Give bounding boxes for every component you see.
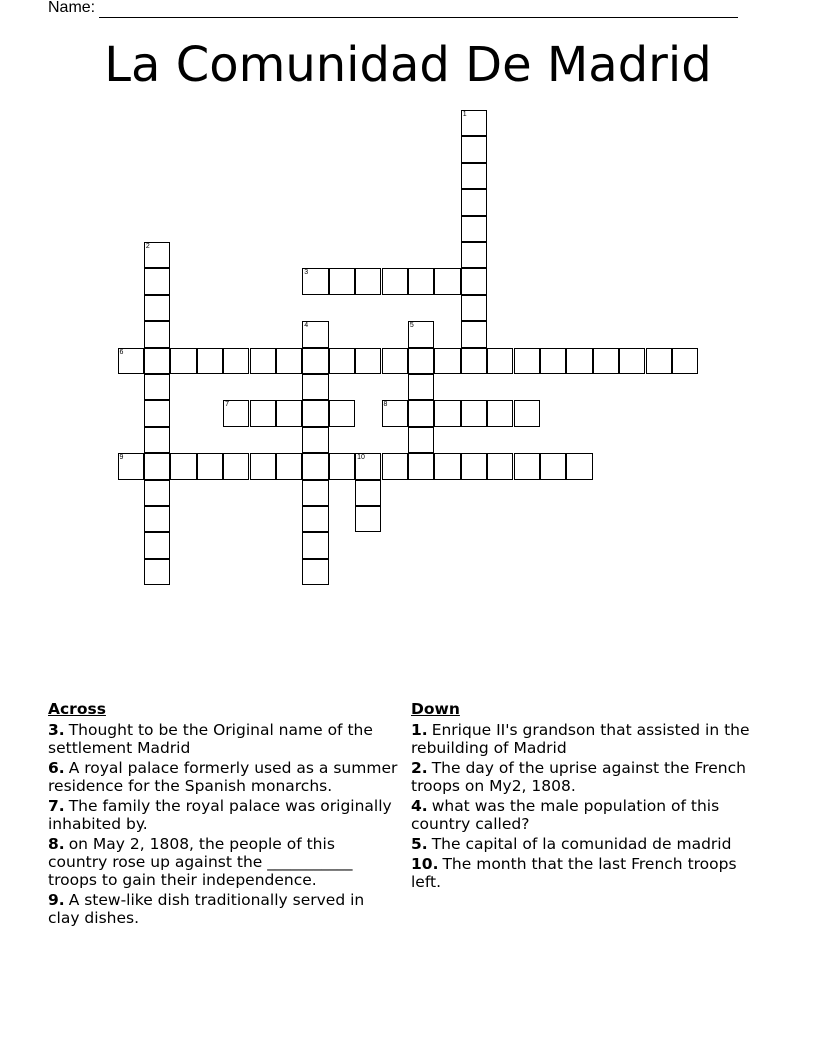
grid-cell[interactable]: [461, 295, 487, 321]
grid-cell[interactable]: [355, 506, 381, 532]
clue-number: 8.: [48, 835, 65, 853]
cell-number: 3: [304, 269, 309, 277]
clue-item: [48, 891, 398, 927]
grid-cell[interactable]: [118, 348, 144, 374]
grid-cell[interactable]: [329, 453, 355, 479]
clue-text: A royal palace formerly used as a summer residence for the Spanish monarchs.: [48, 759, 398, 795]
grid-cell[interactable]: [355, 480, 381, 506]
grid-cell[interactable]: [461, 453, 487, 479]
clue-item: [48, 721, 398, 757]
grid-cell[interactable]: [302, 532, 328, 558]
grid-cell[interactable]: [434, 400, 460, 426]
cell-number: 2: [145, 243, 150, 250]
grid-cell[interactable]: [461, 189, 487, 215]
clue-number: 5.: [411, 835, 428, 853]
cell-number: 7: [225, 401, 229, 409]
grid-cell[interactable]: [302, 453, 328, 479]
clue-number: 9.: [48, 891, 65, 909]
grid-cell[interactable]: [434, 453, 460, 479]
grid-cell[interactable]: [170, 348, 196, 374]
cell-number: 4: [304, 322, 309, 330]
grid-cell[interactable]: [223, 400, 249, 426]
grid-cell[interactable]: [144, 321, 170, 347]
grid-cell[interactable]: [566, 348, 592, 374]
grid-cell[interactable]: [408, 400, 434, 426]
grid-cell[interactable]: [540, 348, 566, 374]
clue-number: 4.: [411, 797, 428, 815]
grid-cell[interactable]: [355, 453, 381, 479]
grid-cell[interactable]: [250, 400, 276, 426]
clue-item: [48, 759, 398, 795]
clue-text: A stew-like dish traditionally served in clay dishes.: [48, 891, 365, 927]
grid-cell[interactable]: [302, 400, 328, 426]
grid-cell[interactable]: [144, 348, 170, 374]
clue-number: 1.: [411, 721, 428, 739]
grid-cell[interactable]: [514, 348, 540, 374]
grid-cell[interactable]: [514, 400, 540, 426]
clue-text: The day of the uprise against the French troops on My2, 1808.: [411, 759, 746, 795]
grid-cell[interactable]: [144, 400, 170, 426]
grid-cell[interactable]: [250, 453, 276, 479]
grid-cell[interactable]: [461, 216, 487, 242]
grid-cell[interactable]: [144, 480, 170, 506]
cell-number: 8: [383, 401, 388, 409]
grid-cell[interactable]: [355, 268, 381, 294]
grid-cell[interactable]: [514, 453, 540, 479]
grid-cell[interactable]: [302, 268, 328, 294]
grid-cell[interactable]: [329, 348, 355, 374]
grid-cell[interactable]: [408, 453, 434, 479]
grid-cell[interactable]: [197, 348, 223, 374]
cell-number: 9: [119, 454, 124, 462]
name-label: Name:: [48, 0, 96, 16]
grid-cell[interactable]: [382, 268, 408, 294]
across-clue-list: [48, 721, 398, 927]
clue-item: [411, 759, 771, 795]
grid-cell[interactable]: [118, 453, 144, 479]
grid-cell[interactable]: [144, 374, 170, 400]
grid-cell[interactable]: [276, 453, 302, 479]
grid-cell[interactable]: [461, 321, 487, 347]
grid-cell[interactable]: [566, 453, 592, 479]
clue-text: The capital of la comunidad de madrid: [431, 835, 732, 853]
grid-cell[interactable]: [197, 453, 223, 479]
page-title: La Comunidad De Madrid: [104, 37, 712, 93]
grid-cell[interactable]: [170, 453, 196, 479]
cell-number: 5: [409, 322, 414, 330]
grid-cell[interactable]: [302, 348, 328, 374]
grid-cell[interactable]: [434, 268, 460, 294]
clue-item: [411, 797, 771, 833]
grid-cell[interactable]: [144, 532, 170, 558]
down-clue-list: [411, 721, 771, 891]
clue-number: 10.: [411, 855, 439, 873]
grid-cell[interactable]: [646, 348, 672, 374]
grid-cell[interactable]: [276, 400, 302, 426]
grid-cell[interactable]: [487, 453, 513, 479]
clue-item: [48, 835, 398, 889]
clue-text: The month that the last French troops left.: [411, 855, 737, 891]
cell-number: 1: [462, 111, 467, 118]
grid-cell[interactable]: [276, 348, 302, 374]
grid-cell[interactable]: [672, 348, 698, 374]
clue-number: 3.: [48, 721, 65, 739]
across-clues: [48, 700, 398, 929]
grid-cell[interactable]: [408, 348, 434, 374]
grid-cell[interactable]: [302, 427, 328, 453]
grid-cell[interactable]: [355, 348, 381, 374]
clue-item: [411, 855, 771, 891]
grid-cell[interactable]: [461, 348, 487, 374]
cell-number: 6: [119, 348, 124, 356]
grid-cell[interactable]: [302, 374, 328, 400]
grid-cell[interactable]: [382, 400, 408, 426]
grid-cell[interactable]: [540, 453, 566, 479]
grid-cell[interactable]: [329, 268, 355, 294]
clue-number: 7.: [48, 797, 65, 815]
grid-cell[interactable]: [408, 374, 434, 400]
grid-cell[interactable]: [144, 559, 170, 585]
grid-cell[interactable]: [144, 295, 170, 321]
clue-text: Thought to be the Original name of the settlement Madrid: [48, 721, 373, 757]
grid-cell[interactable]: [144, 268, 170, 294]
grid-cell[interactable]: [302, 559, 328, 585]
grid-cell[interactable]: [461, 163, 487, 189]
cell-number: 10: [357, 454, 365, 462]
grid-cell[interactable]: [250, 348, 276, 374]
clue-item: [48, 797, 398, 833]
grid-cell[interactable]: [223, 453, 249, 479]
down-heading: Down: [411, 700, 460, 718]
clue-item: [411, 721, 771, 757]
clue-text: what was the male population of this country called?: [411, 797, 720, 833]
grid-cell[interactable]: [329, 400, 355, 426]
clue-text: The family the royal palace was originally inhabited by.: [48, 797, 392, 833]
grid-cell[interactable]: [593, 348, 619, 374]
grid-cell[interactable]: [144, 506, 170, 532]
grid-cell[interactable]: [302, 506, 328, 532]
grid-cell[interactable]: [461, 400, 487, 426]
grid-cell[interactable]: [302, 321, 328, 347]
grid-cell[interactable]: [382, 348, 408, 374]
grid-cell[interactable]: [487, 400, 513, 426]
grid-cell[interactable]: [461, 110, 487, 136]
grid-cell[interactable]: [382, 453, 408, 479]
grid-cell[interactable]: [619, 348, 645, 374]
clue-text: on May 2, 1808, the people of this country rose up against the ___________ troops to gain their independence.: [48, 835, 353, 889]
grid-cell[interactable]: [144, 453, 170, 479]
across-heading: Across: [48, 700, 106, 718]
grid-cell[interactable]: [461, 136, 487, 162]
clue-item: [411, 835, 771, 853]
grid-cell[interactable]: [461, 242, 487, 268]
grid-cell[interactable]: [461, 268, 487, 294]
grid-cell[interactable]: [408, 321, 434, 347]
clue-number: 6.: [48, 759, 65, 777]
grid-cell[interactable]: [144, 242, 170, 268]
grid-cell[interactable]: [408, 427, 434, 453]
clue-text: Enrique II's grandson that assisted in the rebuilding of Madrid: [411, 721, 750, 757]
grid-cell[interactable]: [144, 427, 170, 453]
grid-cell[interactable]: [408, 268, 434, 294]
clue-number: 2.: [411, 759, 428, 777]
grid-cell[interactable]: [487, 348, 513, 374]
grid-cell[interactable]: [434, 348, 460, 374]
grid-cell[interactable]: [223, 348, 249, 374]
grid-cell[interactable]: [302, 480, 328, 506]
down-clues: [411, 700, 771, 893]
